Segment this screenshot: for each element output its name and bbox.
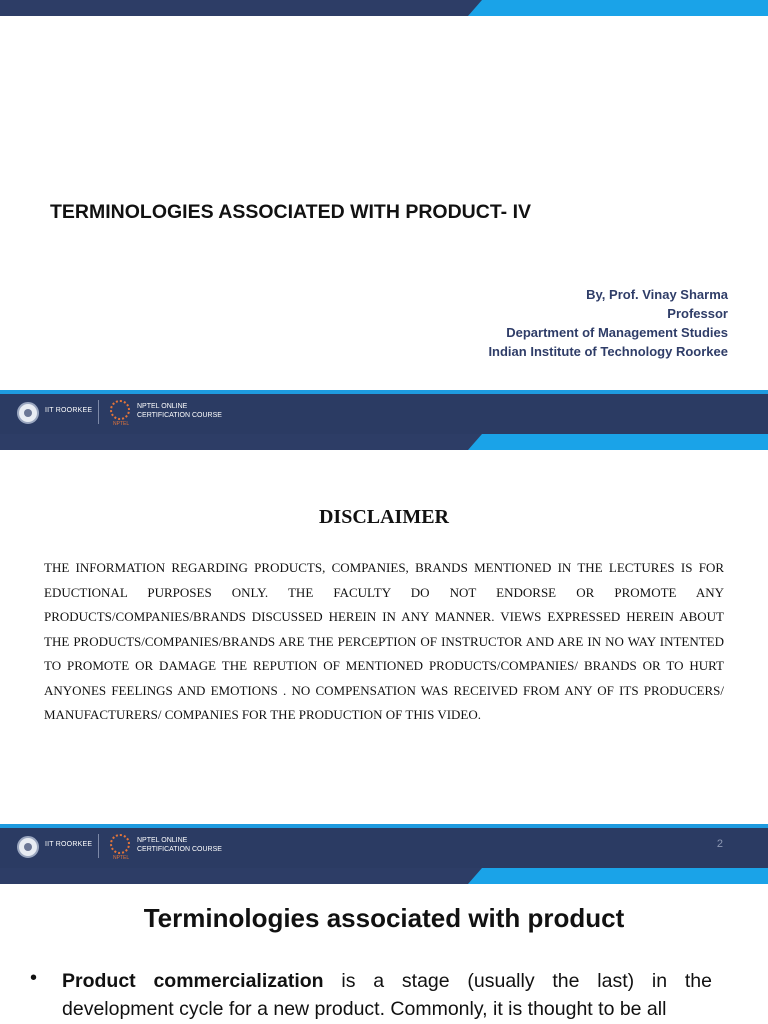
nptel-logo-icon xyxy=(110,834,130,854)
slide-top-bar xyxy=(0,434,768,450)
nptel-logo-label: NPTEL xyxy=(113,855,130,861)
footer-course-line2: CERTIFICATION COURSE xyxy=(137,846,222,853)
footer-course xyxy=(137,836,222,854)
nptel-logo-icon xyxy=(110,400,130,420)
lecture-title: TERMINOLOGIES ASSOCIATED WITH PRODUCT- IV xyxy=(50,201,532,223)
footer-stripe xyxy=(0,390,768,394)
footer-course-line1: NPTEL ONLINE xyxy=(137,403,188,410)
bullet-marker: • xyxy=(30,967,38,989)
bullet-description: is a stage (usually the last) in the development cycle for a new product. Commonly, it is thought to be all xyxy=(62,970,712,1020)
page-number: 2 xyxy=(716,838,723,850)
bullet-term: Product commercialization xyxy=(62,970,324,992)
terminologies-title: Terminologies associated with product xyxy=(143,903,625,933)
byline-institute: Indian Institute of Technology Roorkee xyxy=(488,344,728,359)
slide-title xyxy=(0,0,768,390)
byline-author: By, Prof. Vinay Sharma xyxy=(586,287,728,302)
footer-course-line1: NPTEL ONLINE xyxy=(137,837,188,844)
slide-top-bar xyxy=(0,0,768,16)
footer-stripe xyxy=(0,824,768,828)
slide-footer xyxy=(0,824,768,868)
byline-designation: Professor xyxy=(667,306,728,321)
iit-roorkee-logo-icon xyxy=(17,836,39,858)
footer-institute: IIT ROORKEE xyxy=(45,407,93,414)
bullet-text xyxy=(62,967,712,1023)
disclaimer-title: DISCLAIMER xyxy=(318,506,450,528)
top-bar-accent xyxy=(468,434,768,450)
top-bar-accent xyxy=(468,868,768,884)
footer-institute: IIT ROORKEE xyxy=(45,841,93,848)
author-byline xyxy=(488,285,728,361)
slide-top-bar xyxy=(0,868,768,884)
byline-department: Department of Management Studies xyxy=(506,325,728,340)
footer-divider xyxy=(98,834,99,858)
iit-roorkee-logo-icon xyxy=(17,402,39,424)
nptel-logo-label: NPTEL xyxy=(113,421,130,427)
footer-divider xyxy=(98,400,99,424)
slide-footer xyxy=(0,390,768,434)
footer-course xyxy=(137,402,222,420)
footer-course-line2: CERTIFICATION COURSE xyxy=(137,412,222,419)
disclaimer-body: THE INFORMATION REGARDING PRODUCTS, COMPANIES, BRANDS MENTIONED IN THE LECTURES IS FOR EDUCTIONAL PURPOSES ONLY. THE FACULTY DO NOT ENDORSE OR PROMOTE ANY PRODUCTS/COMPANIES/BRANDS DISCUSSED HEREIN IN ANY MANNER. VIEWS EXPRESSED HEREIN ABOUT THE PRODUCTS/COMPANIES/BRANDS ARE THE PERCEPTION OF INSTRUCTOR AND ARE IN NO WAY INTENTED TO PROMOTE OR DAMAGE THE REPUTION OF MENTIONED PRODUCTS/COMPANIES/ BRANDS OR TO HURT ANYONES FEELINGS AND EMOTIONS . NO COMPENSATION WAS RECEIVED FROM ANY OF ITS PRODUCERS/ MANUFACTURERS/ COMPANIES FOR THE PRODUCTION OF THIS VIDEO. xyxy=(44,560,724,722)
top-bar-accent xyxy=(468,0,768,16)
